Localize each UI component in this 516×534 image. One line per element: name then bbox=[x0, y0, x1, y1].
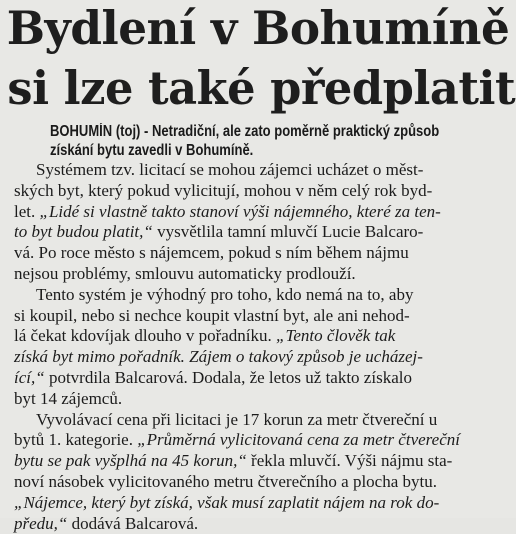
body-line: Systémem tzv. licitací se mohou zájemci ucházet o měst- bbox=[36, 160, 424, 179]
paragraph-2 bbox=[14, 285, 460, 410]
lead-paragraph bbox=[50, 122, 490, 160]
body-line: to byt budou platit,“ vysvětlila tamní mluvčí Lucie Balcaro- bbox=[14, 222, 424, 242]
lead-line-2: získání bytu zavedli v Bohumíně. bbox=[50, 142, 254, 159]
body-line: ských byt, který pokud vylicitují, mohou v něm celý rok byd- bbox=[14, 180, 433, 200]
body-line: předu,“ dodává Balcarová. bbox=[14, 513, 199, 533]
lead-line-1: BOHUMÍN (toj) - Netradiční, ale zato poměrně praktický způsob bbox=[50, 123, 440, 140]
body-line: noví násobek vylicitovaného metru čtverečního a plocha bytu. bbox=[14, 471, 437, 491]
body-line: lá čekat kdovíjak dlouho v pořadníku. „Tento člověk tak bbox=[14, 326, 396, 346]
headline-line-2: si lze také předplatit bbox=[7, 61, 516, 115]
headline-line-1: Bydlení v Bohumíně bbox=[6, 1, 510, 55]
body-line: ící,“ potvrdila Balcarová. Dodala, že letos už takto získalo bbox=[14, 367, 412, 387]
body-line: nejsou problémy, smlouvu automaticky prodlouží. bbox=[14, 263, 356, 283]
body-line: vá. Po roce město s nájemcem, pokud s ním během nájmu bbox=[14, 243, 409, 263]
body-line: bytů 1. kategorie. „Průměrná vylicitovaná cena za metr čtvereční bbox=[14, 430, 460, 450]
body-line: let. „Lidé si vlastně takto stanoví výši nájemného, které za ten- bbox=[14, 201, 441, 221]
body-line: Vyvolávací cena při licitaci je 17 korun za metr čtvereční u bbox=[36, 409, 438, 429]
body-line: byt 14 zájemců. bbox=[14, 388, 123, 408]
body-line: Tento systém je výhodný pro toho, kdo nemá na to, aby bbox=[36, 284, 414, 304]
body-line: „Nájemce, který byt získá, však musí zaplatit nájem na rok do- bbox=[14, 492, 440, 512]
paragraph-1 bbox=[14, 160, 460, 285]
body-line: získá byt mimo pořadník. Zájem o takový způsob je ucházej- bbox=[14, 347, 423, 367]
paragraph-3 bbox=[14, 410, 460, 534]
body-line: si koupil, nebo si nechce koupit vlastní byt, ale ani nehod- bbox=[14, 305, 410, 325]
body-line: bytu se pak vyšplhá na 45 korun,“ řekla mluvčí. Výši nájmu sta- bbox=[14, 451, 453, 471]
article-body bbox=[14, 160, 460, 534]
